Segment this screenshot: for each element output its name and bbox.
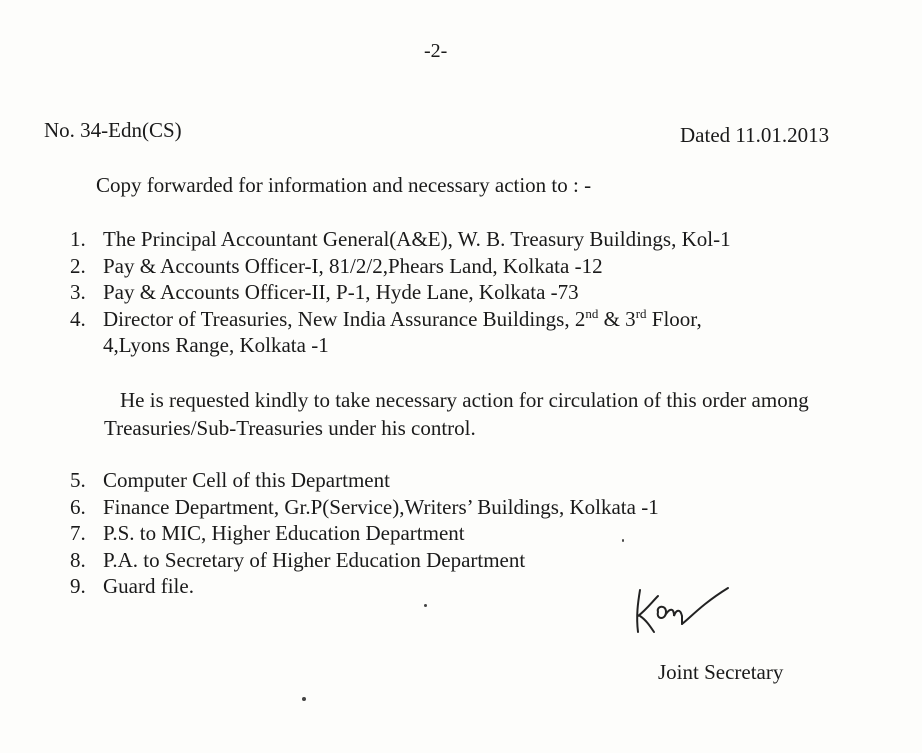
list-item-text: Pay & Accounts Officer-I, 81/2/2,Phears Land, Kolkata -12 xyxy=(103,253,603,278)
list-item-number: 4. xyxy=(70,306,86,331)
text-segment: & 3 xyxy=(598,306,636,331)
list-item-number: 5. xyxy=(70,468,86,492)
list-item-number: 2. xyxy=(70,253,86,278)
list-item xyxy=(70,547,890,574)
list-item xyxy=(70,279,890,306)
list-item-text: Pay & Accounts Officer-II, P-1, Hyde Lane, Kolkata -73 xyxy=(103,280,579,304)
list-item xyxy=(70,520,890,547)
list-item-number: 6. xyxy=(70,494,86,519)
text-segment: Director of Treasuries, New India Assurance Buildings, 2 xyxy=(103,306,586,331)
superscript: nd xyxy=(585,305,599,321)
list-item-number: 3. xyxy=(70,280,86,304)
list-item-text: P.A. to Secretary of Higher Education Department xyxy=(103,547,526,572)
scan-speck xyxy=(622,539,624,542)
list-item-text: Guard file. xyxy=(103,574,194,598)
reference-number: No. 34-Edn(CS) xyxy=(44,118,182,142)
list-item-number: 8. xyxy=(70,547,86,572)
text-segment: Floor, xyxy=(646,306,702,331)
list-item-text xyxy=(103,307,702,331)
scan-speck xyxy=(302,697,306,701)
superscript: rd xyxy=(635,305,647,321)
list-item xyxy=(70,573,890,600)
handwritten-signature xyxy=(628,582,736,644)
date: Dated 11.01.2013 xyxy=(680,123,830,147)
request-paragraph: He is requested kindly to take necessary action for circulation of this order among Treasuries/Sub-Treasuries under his control. xyxy=(104,388,809,440)
list-item xyxy=(70,467,890,494)
list-item-number: 1. xyxy=(70,227,86,251)
list-item-text: Computer Cell of this Department xyxy=(103,468,390,492)
list-item-text: P.S. to MIC, Higher Education Department xyxy=(103,521,465,545)
list-item-continuation: 4,Lyons Range, Kolkata -1 xyxy=(103,333,329,357)
list-item-text: The Principal Accountant General(A&E), W. B. Treasury Buildings, Kol-1 xyxy=(103,227,731,251)
scan-speck xyxy=(424,604,427,607)
recipient-list-secondary xyxy=(70,467,890,600)
list-item-number: 7. xyxy=(70,521,86,545)
list-item xyxy=(70,494,890,521)
list-item-number: 9. xyxy=(70,574,86,598)
signatory-title: Joint Secretary xyxy=(658,660,784,684)
list-item xyxy=(70,226,890,253)
list-item-text: Finance Department, Gr.P(Service),Writers’ Buildings, Kolkata -1 xyxy=(103,494,659,519)
page-number: -2- xyxy=(424,40,448,62)
recipient-list-primary xyxy=(70,226,890,359)
forwarding-intro: Copy forwarded for information and necessary action to : - xyxy=(96,173,592,197)
list-item xyxy=(70,253,890,280)
list-item xyxy=(70,306,890,359)
